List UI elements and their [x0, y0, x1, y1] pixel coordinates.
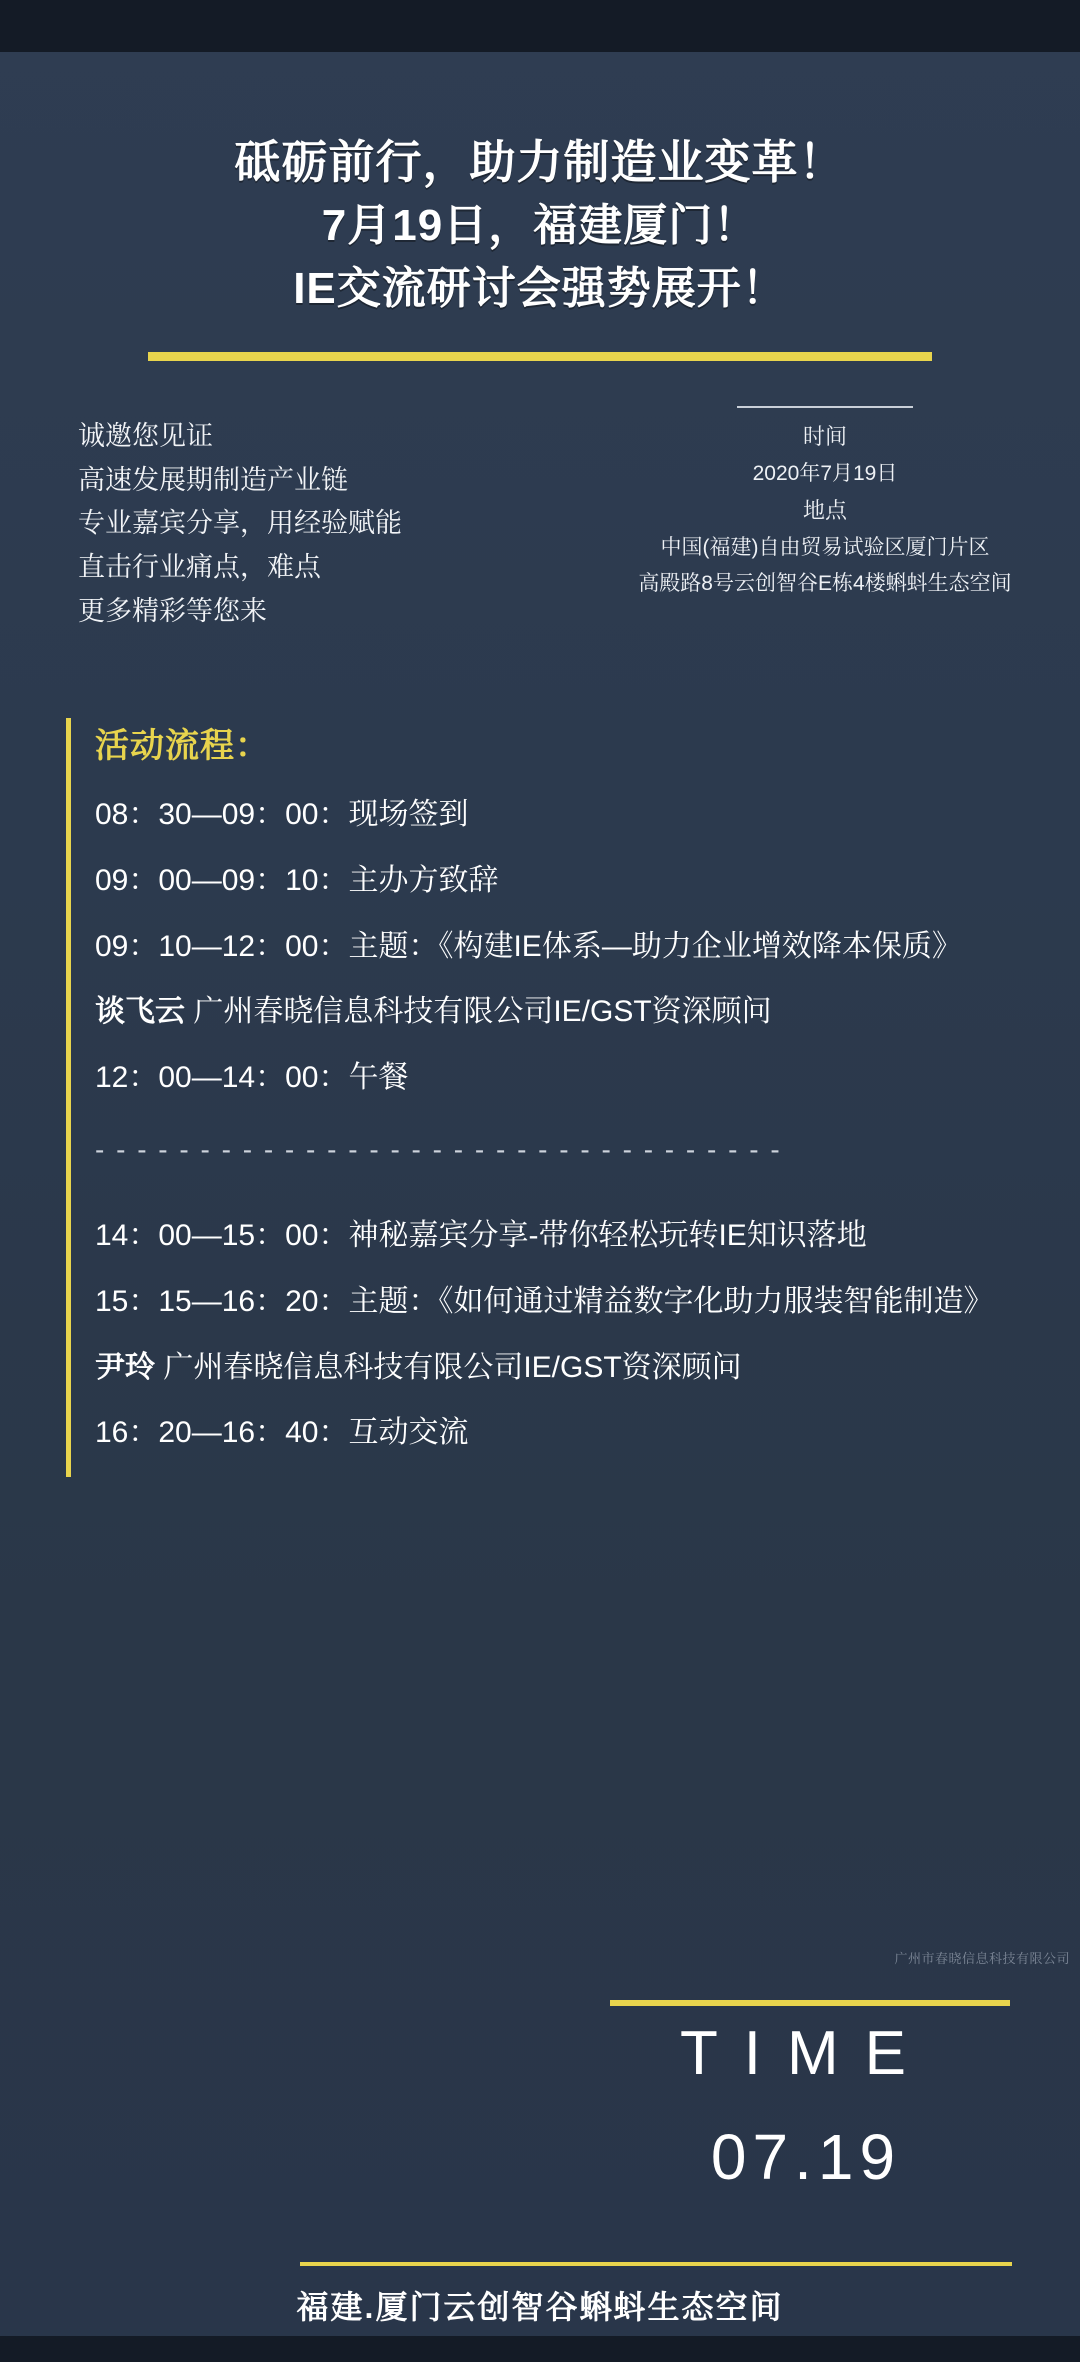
speaker-name: 谈飞云 [95, 995, 185, 1029]
agenda-item: 14：00—15：00：神秘嘉宾分享-带你轻松玩转IE知识落地 [95, 1218, 867, 1252]
time-label: 时间 [802, 424, 847, 449]
agenda-speaker-2 [95, 1346, 1026, 1390]
speaker-name: 尹玲 [95, 1350, 155, 1384]
intro-line-3: 专业嘉宾分享，用经验赋能 [78, 508, 402, 539]
agenda-item: 09：10—12：00：主题：《构建IE体系—助力企业增效降本保质》 [95, 929, 962, 963]
agenda-item: 09：00—09：10：主办方致辞 [95, 863, 499, 897]
top-band [0, 0, 1080, 52]
place-label: 地点 [802, 497, 847, 523]
headline [0, 130, 1080, 320]
intro-line-1: 诚邀您见证 [78, 421, 213, 451]
time-word: TIME [679, 2019, 933, 2088]
watermark: 广州市春晓信息科技有限公司 [894, 1951, 1070, 1966]
footer-venue: 福建.厦门云创智谷蝌蚪生态空间 [296, 2289, 784, 2325]
address-line-2: 高殿路8号云创智谷E栋4楼蝌蚪生态空间 [638, 571, 1012, 595]
bottom-band [0, 2336, 1080, 2362]
intro-line-4: 直击行业痛点，难点 [78, 552, 321, 583]
intro-block [78, 415, 548, 634]
time-value: 2020年7月19日 [752, 461, 898, 485]
headline-line-1: 砥砺前行，助力制造业变革！ [234, 136, 846, 188]
speaker-title: 广州春晓信息科技有限公司IE/GST资深顾问 [155, 1350, 742, 1384]
agenda-title: 活动流程： [95, 727, 270, 765]
speaker-title: 广州春晓信息科技有限公司IE/GST资深顾问 [185, 995, 772, 1029]
agenda-item: 12：00—14：00：午餐 [95, 1061, 409, 1095]
footer-divider [300, 2262, 1012, 2266]
time-date: 07.19 [710, 2121, 902, 2193]
address-line-1: 中国(福建)自由贸易试验区厦门片区 [660, 535, 990, 559]
intro-line-5: 更多精彩等您来 [78, 595, 267, 626]
agenda-item: 15：15—16：20：主题：《如何通过精益数字化助力服装智能制造》 [95, 1284, 994, 1318]
agenda-item: 16：20—16：40：互动交流 [95, 1416, 469, 1450]
agenda-item: 08：30—09：00：现场签到 [95, 798, 469, 831]
event-info-block [600, 406, 1050, 602]
agenda-block [66, 718, 1026, 1477]
info-divider [737, 406, 913, 408]
headline-line-3: IE交流研讨会强势展开！ [293, 263, 787, 313]
headline-line-2: 7月19日，福建厦门！ [321, 201, 759, 251]
time-divider [610, 2000, 1010, 2006]
headline-underline [148, 352, 932, 361]
intro-line-2: 高速发展期制造产业链 [78, 464, 348, 495]
agenda-speaker-1 [95, 990, 1026, 1034]
agenda-separator: - - - - - - - - - - - - - - - - - - - - - - - - - - - - - - - - - [95, 1133, 782, 1165]
